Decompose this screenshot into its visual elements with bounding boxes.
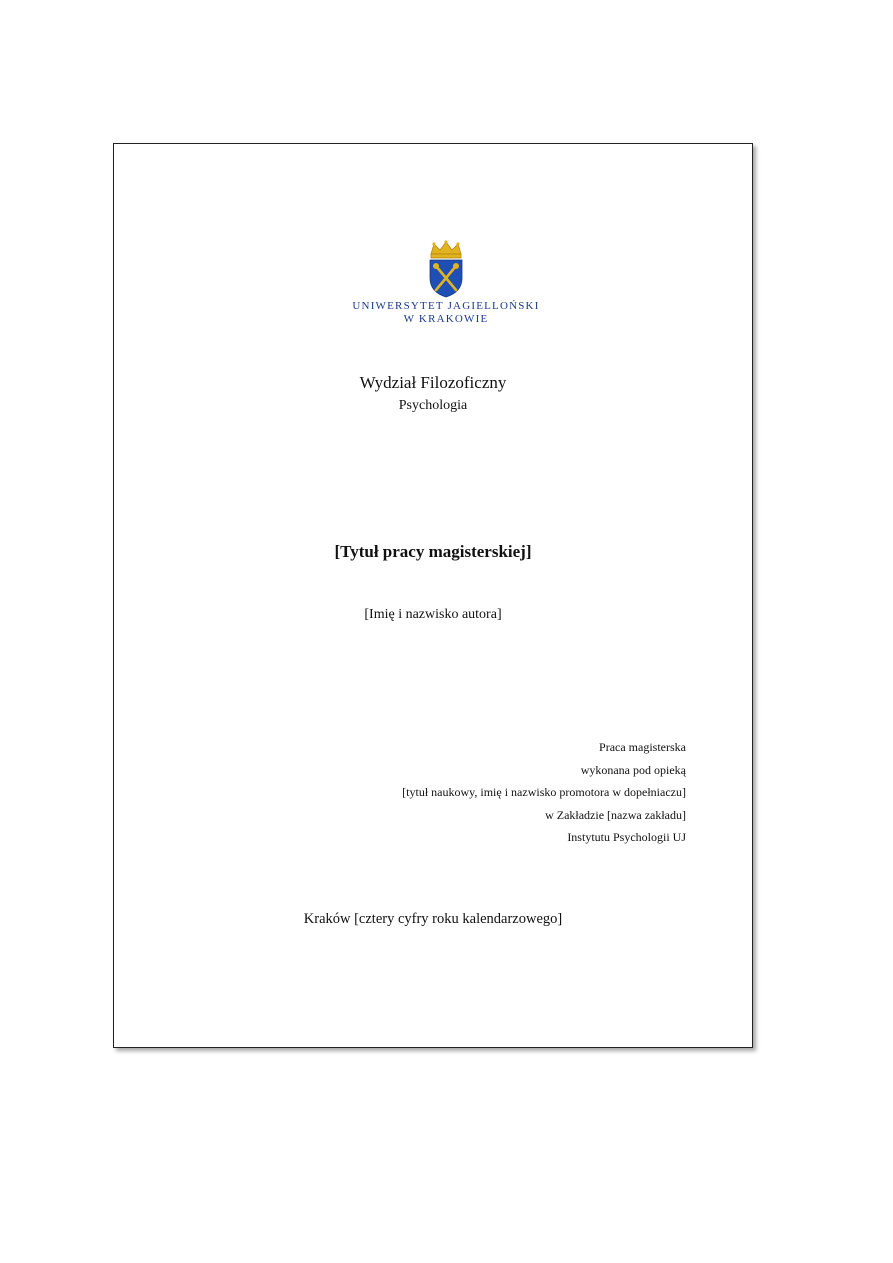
supervision-line-3: [tytuł naukowy, imię i nazwisko promotora w dopełniaczu]	[402, 785, 686, 799]
author-name: [Imię i nazwisko autora]	[364, 607, 502, 622]
supervision-line-2: wykonana pod opieką	[580, 762, 686, 777]
field-of-study: Psychologia	[398, 398, 468, 413]
supervision-line-5: Instytutu Psychologii UJ	[567, 830, 686, 844]
faculty-name: Wydział Filozoficzny	[359, 373, 507, 392]
thesis-title: [Tytuł pracy magisterskiej]	[334, 542, 532, 561]
university-logo	[346, 238, 546, 330]
supervision-line-1: Praca magisterska	[599, 740, 686, 754]
logo-university-name: UNIWERSYTET JAGIELLOŃSKI	[352, 300, 540, 312]
university-crest-icon	[426, 240, 466, 298]
place-and-year: Kraków [cztery cyfry roku kalendarzowego]	[303, 911, 563, 927]
supervision-block	[402, 736, 686, 849]
supervision-line-4: w Zakładzie [nazwa zakładu]	[545, 807, 686, 822]
logo-city: W KRAKOWIE	[403, 313, 489, 325]
